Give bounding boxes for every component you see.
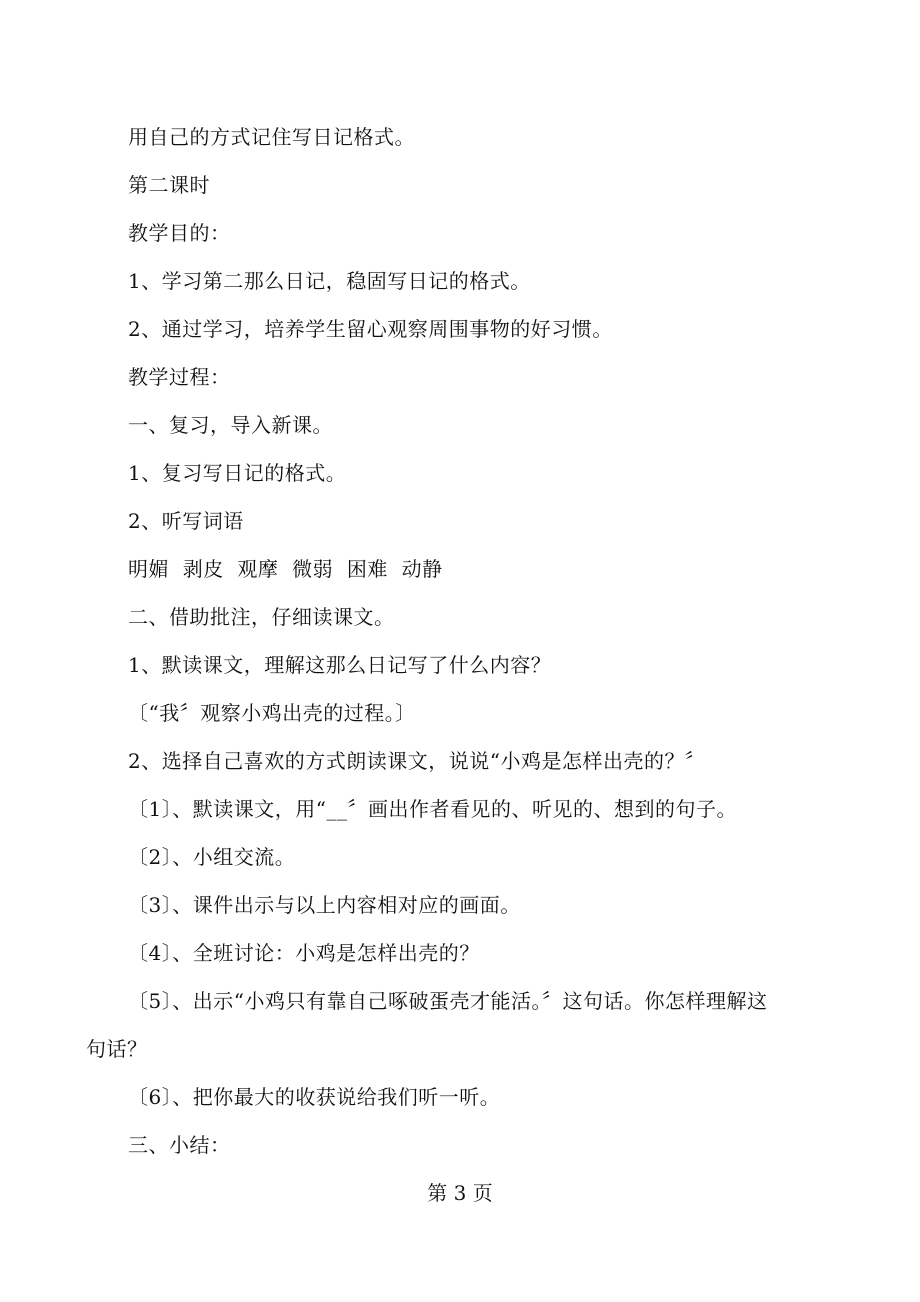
text-line: 2、通过学习，培养学生留心观察周围事物的好习惯。 — [128, 317, 613, 341]
text-line: 句话？ — [86, 1037, 148, 1061]
text-line: 〔4〕、全班讨论：小鸡是怎样出壳的？ — [128, 941, 480, 965]
section-heading: 教学过程： — [128, 365, 231, 389]
page-number: 第 3 页 — [427, 1181, 493, 1205]
lesson-heading: 第二课时 — [128, 173, 210, 197]
text-line: 用自己的方式记住写日记格式。 — [128, 125, 415, 149]
text-line: 1、默读课文，理解这那么日记写了什么内容？ — [128, 653, 552, 677]
text-line: 二、借助批注，仔细读课文。 — [128, 605, 395, 629]
text-line: 2、选择自己喜欢的方式朗读课文，说说“小鸡是怎样出壳的？〞 — [128, 749, 706, 773]
text-line: 〔6〕、把你最大的收获说给我们听一听。 — [128, 1085, 501, 1109]
text-line: 三、小结： — [128, 1133, 231, 1157]
text-line: 〔3〕、课件出示与以上内容相对应的画面。 — [128, 893, 521, 917]
text-line: 〔2〕、小组交流。 — [128, 845, 296, 869]
vocabulary-line: 明媚 剥皮 观摩 微弱 困难 动静 — [128, 557, 443, 581]
text-line: 〔1〕、默读课文，用“__〞画出作者看见的、听见的、想到的句子。 — [128, 797, 737, 821]
section-heading: 教学目的： — [128, 221, 231, 245]
text-line: 1、复习写日记的格式。 — [128, 461, 347, 485]
text-line: 2、听写词语 — [128, 509, 244, 533]
text-line: 1、学习第二那么日记，稳固写日记的格式。 — [128, 269, 531, 293]
text-line: 〔“我〞观察小鸡出壳的过程。〕 — [128, 701, 416, 725]
text-line: 〔5〕、出示“小鸡只有靠自己啄破蛋壳才能活。〞这句话。你怎样理解这 — [128, 989, 768, 1013]
text-line: 一、复习，导入新课。 — [128, 413, 333, 437]
